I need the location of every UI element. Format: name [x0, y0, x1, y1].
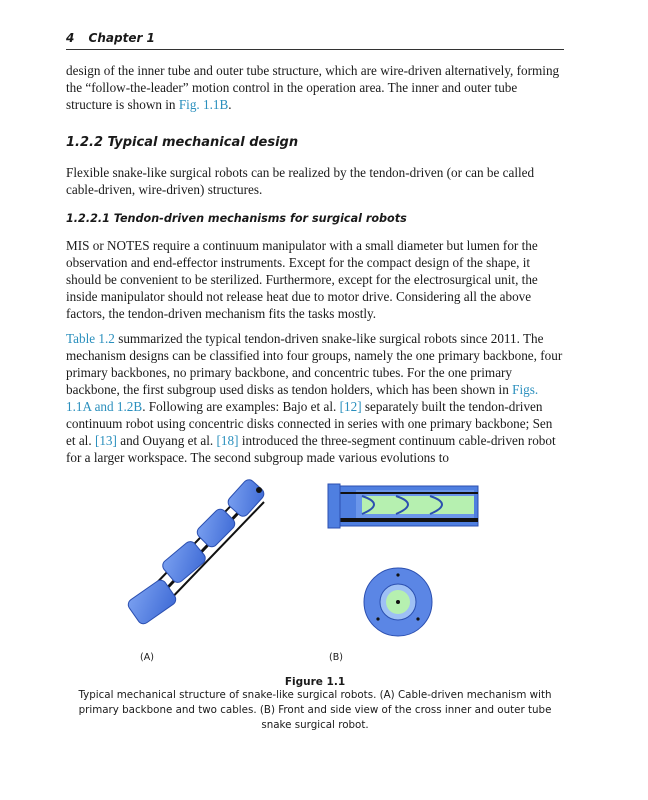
p1-text: design of the inner tube and outer tube structure, which are wire-driven alternatively, forming the “follow-the-leader” motion control in the operation area. The inner and outer tube structure is shown in [66, 63, 560, 112]
running-header [66, 31, 564, 49]
table-1-2-link[interactable]: Table 1.2 [66, 331, 115, 346]
paragraph-1 [66, 62, 564, 113]
p1-text-end: . [228, 97, 232, 112]
p4-text-5: introduced the three-segment continuum cable-driven robot for a larger workspace. The second subgroup made various evolutions to [66, 433, 556, 465]
section-heading-1-2-2: 1.2.2 Typical mechanical design [66, 135, 299, 150]
paragraph-2: Flexible snake-like surgical robots can be realized by the tendon-driven (or can be called cable-driven, wire-driven) structures. [66, 165, 535, 197]
paragraph-3: MIS or NOTES require a continuum manipulator with a small diameter but lumen for the observation and end-effector instruments. Except for the compact design of the shape, it should be convenient to be sterilized. Furthermore, except for the electrosurgical unit, the inside manipulator should not release heat due to motor drive. Considering all the above factors, the tendon-driven mechanism fits the tasks mostly. [66, 238, 538, 321]
fig-1-1b-link[interactable]: Fig. 1.1B [178, 97, 229, 112]
page-number: 4 [66, 31, 75, 45]
figure-illustration [66, 474, 564, 674]
figure-caption: Typical mechanical structure of snake-like surgical robots. (A) Cable-driven mechanism with primary backbone and two cables. (B) Front and side view of the cross inner and outer tube snake surgical robot. [78, 689, 552, 731]
figure-title: Figure 1.1 [284, 676, 346, 688]
tube-front-view-illustration [364, 568, 432, 636]
cable-driven-mechanism-illustration [126, 477, 266, 626]
panel-label-b: (B) [329, 652, 343, 663]
paragraph-4 [66, 330, 564, 466]
tube-side-view-illustration [328, 484, 478, 528]
ref-12-link[interactable]: [12] [339, 399, 362, 414]
figs-link[interactable]: Figs. 1.1A and 1.2B [66, 382, 539, 414]
p4-text-1: summarized the typical tendon-driven snake-like surgical robots since 2011. The mechanism designs can be classified into four groups, namely the one primary backbone, four primary backbones, no primary backbone, and concentric tubes. For the one primary backbone, the first subgroup used disks as tendon holders, which has been shown in [66, 331, 563, 397]
subsection-heading-1-2-2-1: 1.2.2.1 Tendon-driven mechanisms for surgical robots [66, 212, 407, 225]
panel-label-a: (A) [140, 652, 154, 663]
p4-text-2: . Following are examples: Bajo et al. [142, 399, 340, 414]
chapter-title: Chapter 1 [88, 31, 155, 45]
figure-1-1 [66, 474, 564, 674]
p4-text-3: separately built the tendon-driven continuum robot using concentric disks connected in series with one primary backbone; Sen et al. [66, 399, 553, 448]
header-rule [66, 49, 564, 50]
ref-18-link[interactable]: [18] [216, 433, 239, 448]
ref-13-link[interactable]: [13] [94, 433, 117, 448]
p4-text-4: and Ouyang et al. [116, 433, 217, 448]
